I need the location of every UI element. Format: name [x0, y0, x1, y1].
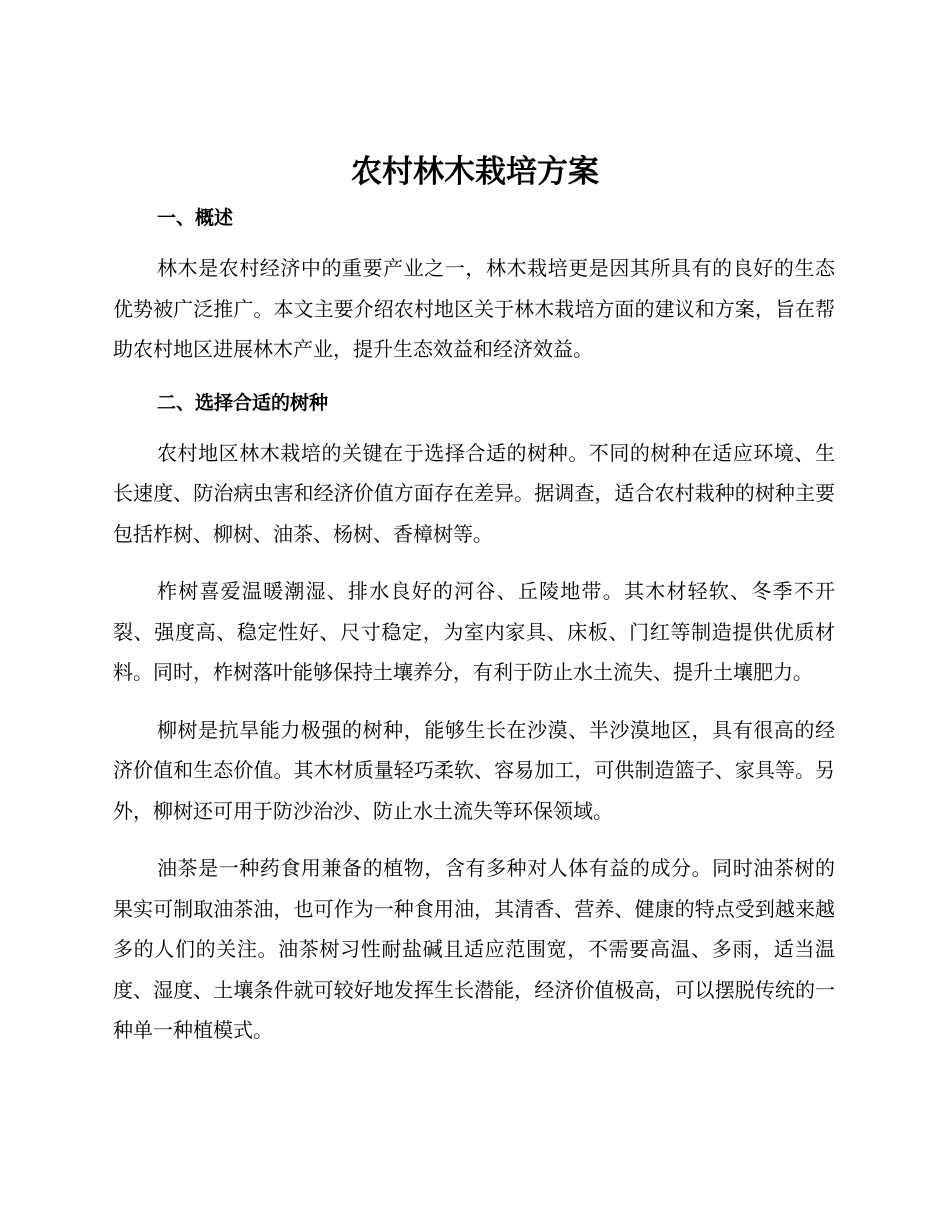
paragraph: 林木是农村经济中的重要产业之一，林木栽培更是因其所具有的良好的生态优势被广泛推广。本文主要介绍农村地区关于林木栽培方面的建议和方案，旨在帮助农村地区进展林木产业，提升生态效益和经济效益。: [113, 256, 835, 361]
section-heading: 一、概述: [157, 207, 234, 229]
paragraph: 农村地区林木栽培的关键在于选择合适的树种。不同的树种在适应环境、生长速度、防治病虫害和经济价值方面存在差异。据调查，适合农村栽种的树种主要包括柞树、柳树、油茶、杨树、香樟树等。: [113, 440, 835, 546]
document-body: [113, 196, 835, 1051]
paragraph: 油茶是一种药食用兼备的植物，含有多种对人体有益的成分。同时油茶树的果实可制取油茶油，也可作为一种食用油，其清香、营养、健康的特点受到越来越多的人们的关注。油茶树习性耐盐碱且适应范围宽，不需要高温、多雨，适当温度、湿度、土壤条件就可较好地发挥生长潜能，经济价值极高，可以摆脱传统的一种单一种植模式。: [113, 856, 835, 1042]
section-heading: 二、选择合适的树种: [157, 391, 329, 414]
section-tree-selection: [113, 381, 835, 1051]
section-overview: [113, 196, 835, 370]
document-title: 农村林木栽培方案: [351, 154, 599, 190]
paragraph: 柞树喜爱温暖潮湿、排水良好的河谷、丘陵地带。其木材轻软、冬季不开裂、强度高、稳定性好、尺寸稳定，为室内家具、床板、门红等制造提供优质材料。同时，柞树落叶能够保持土壤养分，有利于防止水土流失、提升土壤肥力。: [113, 579, 835, 684]
paragraph: 柳树是抗旱能力极强的树种，能够生长在沙漠、半沙漠地区，具有很高的经济价值和生态价值。其木材质量轻巧柔软、容易加工，可供制造篮子、家具等。另外，柳树还可用于防沙治沙、防止水土流失等环保领域。: [113, 717, 835, 823]
